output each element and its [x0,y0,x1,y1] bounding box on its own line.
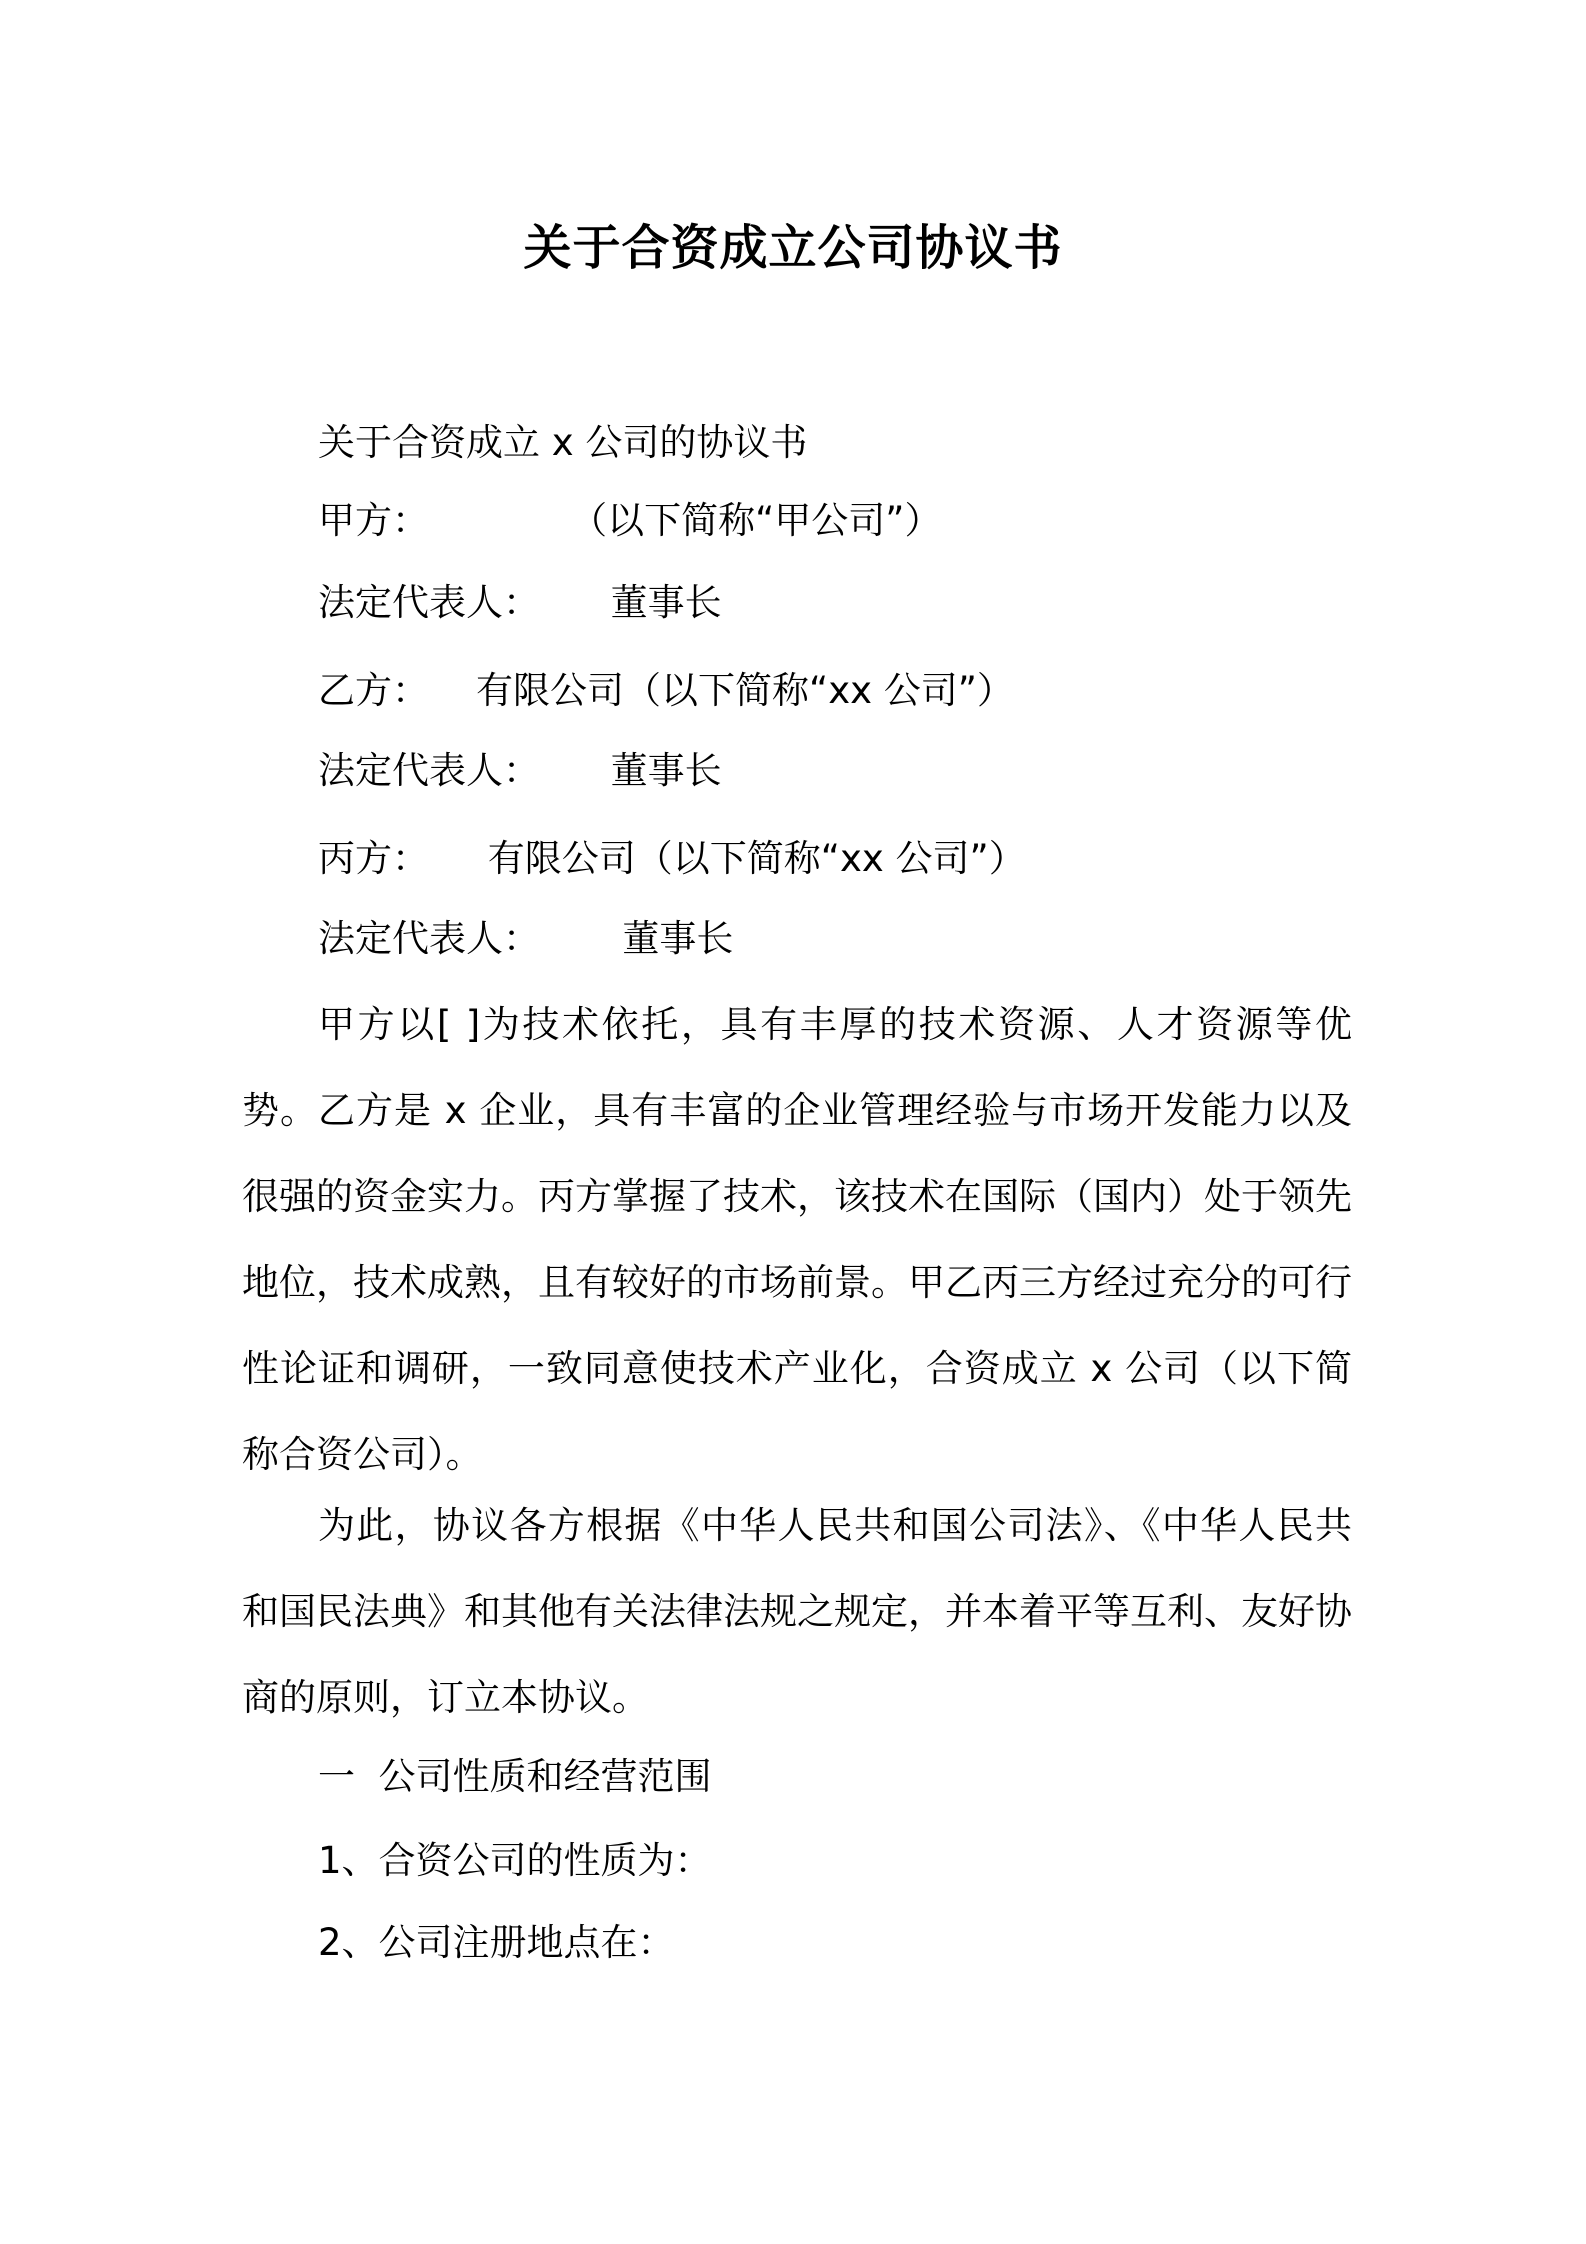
background-paragraph: 甲方以[ ]为技术依托，具有丰厚的技术资源、人才资源等优势。乙方是 x 企业，具有丰富的企业管理经验与市场开发能力以及很强的资金实力。丙方掌握了技术，该技术在国际（国内）处于领先地位，技术成熟，且有较好的市场前景。甲乙丙三方经过充分的可行性论证和调研，一致同意使技术产业化，合资成立 x 公司（以下简称合资公司）。 [242,1003,1352,1476]
section-heading: 一 公司性质和经营范围 [318,1755,712,1798]
party-b-representative: 法定代表人： 董事长 [318,749,722,792]
legal-basis-paragraph: 为此，协议各方根据《中华人民共和国公司法》、《中华人民共和国民法典》和其他有关法律法规之规定，并本着平等互利、友好协商的原则，订立本协议。 [242,1504,1352,1719]
agreement-heading: 关于合资成立 x 公司的协议书 [318,421,808,464]
party-a-line: 甲方： （以下简称“甲公司”） [318,499,942,542]
party-c-line: 丙方： 有限公司（以下简称“xx 公司”） [318,837,1026,880]
party-a-representative: 法定代表人： 董事长 [318,581,722,624]
clause-item: 2、公司注册地点在： [318,1921,675,1964]
party-b-line: 乙方： 有限公司（以下简称“xx 公司”） [318,669,1014,712]
document-title: 关于合资成立公司协议书 [523,220,1063,276]
clause-item: 1、合资公司的性质为： [318,1839,712,1882]
party-c-representative: 法定代表人： 董事长 [318,917,734,960]
